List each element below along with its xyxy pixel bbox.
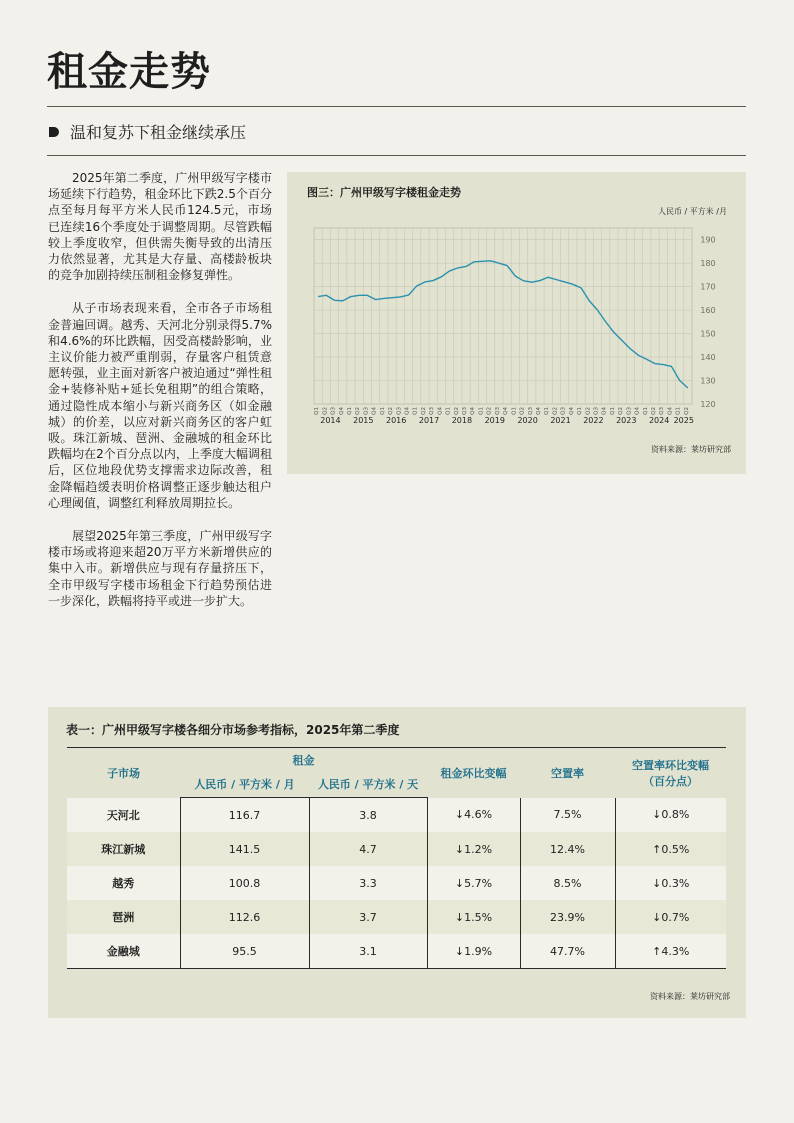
x-tick-label: Q2 xyxy=(552,407,559,415)
subheading-divider xyxy=(47,155,746,156)
y-tick-label: 130 xyxy=(700,376,716,386)
table-cell-name: 金融城 xyxy=(67,934,180,969)
table-cell-rent-day: 4.7 xyxy=(309,832,427,866)
table-cell-vacancy-change: ↓0.8% xyxy=(615,798,726,833)
table-row xyxy=(67,866,726,900)
header-rent: 租金 xyxy=(180,748,427,772)
header-vacancy-change xyxy=(615,748,726,798)
bullet-icon xyxy=(48,126,60,138)
subheading-text: 温和复苏下租金继续承压 xyxy=(70,123,247,142)
x-tick-label: Q2 xyxy=(355,407,362,415)
y-tick-label: 190 xyxy=(700,235,716,245)
table-cell-rent-qoq: ↓1.2% xyxy=(427,832,520,866)
header-rent-qoq: 租金环比变幅 xyxy=(427,748,520,798)
x-tick-label: Q4 xyxy=(568,407,575,415)
x-tick-label: Q1 xyxy=(445,407,452,415)
table-cell-rent-qoq: ↓4.6% xyxy=(427,798,520,833)
y-tick-label: 170 xyxy=(700,282,716,292)
x-tick-label: Q1 xyxy=(642,407,649,415)
y-tick-label: 160 xyxy=(700,306,716,316)
table-cell-rent-qoq: ↓1.5% xyxy=(427,900,520,934)
x-tick-label: Q1 xyxy=(346,407,353,415)
table-cell-name: 琶洲 xyxy=(67,900,180,934)
x-tick-label: Q4 xyxy=(371,407,378,415)
x-tick-label: Q2 xyxy=(585,407,592,415)
table-cell-rent-month: 100.8 xyxy=(180,866,309,900)
x-tick-label: Q3 xyxy=(527,407,534,415)
x-year-label: 2016 xyxy=(385,416,407,425)
header-rent-month: 人民币 / 平方米 / 月 xyxy=(180,772,309,798)
x-tick-label: Q4 xyxy=(535,407,542,415)
table-cell-name: 越秀 xyxy=(67,866,180,900)
chart-source: 资料来源：莱坊研究部 xyxy=(651,445,731,454)
x-tick-label: Q3 xyxy=(494,407,501,415)
x-tick-label: Q2 xyxy=(420,407,427,415)
table-cell-rent-day: 3.3 xyxy=(309,866,427,900)
x-year-label: 2017 xyxy=(418,416,440,425)
x-tick-label: Q3 xyxy=(626,407,633,415)
x-tick-label: Q4 xyxy=(634,407,641,415)
table-cell-name: 天河北 xyxy=(67,798,180,833)
x-tick-label: Q2 xyxy=(618,407,625,415)
x-tick-label: Q1 xyxy=(314,407,321,415)
x-tick-label: Q1 xyxy=(412,407,419,415)
table-cell-rent-day: 3.1 xyxy=(309,934,427,969)
x-year-label: 2015 xyxy=(353,416,374,425)
x-year-label: 2019 xyxy=(484,416,505,425)
x-tick-label: Q2 xyxy=(519,407,526,415)
x-tick-label: Q4 xyxy=(503,407,510,415)
x-year-label: 2021 xyxy=(550,416,571,425)
x-tick-label: Q2 xyxy=(683,407,690,415)
header-rent-day: 人民币 / 平方米 / 天 xyxy=(309,772,427,798)
x-tick-label: Q3 xyxy=(659,407,666,415)
x-year-label: 2022 xyxy=(583,416,604,425)
table-row xyxy=(67,934,726,969)
table-cell-vacancy-change: ↓0.3% xyxy=(615,866,726,900)
x-tick-label: Q3 xyxy=(593,407,600,415)
x-tick-label: Q2 xyxy=(453,407,460,415)
x-tick-label: Q4 xyxy=(667,407,674,415)
x-tick-label: Q3 xyxy=(363,407,370,415)
x-tick-label: Q3 xyxy=(396,407,403,415)
table-cell-rent-day: 3.7 xyxy=(309,900,427,934)
table-cell-vacancy: 7.5% xyxy=(520,798,615,833)
title-divider xyxy=(47,106,746,107)
x-year-label: 2023 xyxy=(616,416,637,425)
y-tick-label: 140 xyxy=(700,353,716,363)
y-tick-label: 120 xyxy=(700,400,716,409)
x-tick-label: Q2 xyxy=(486,407,493,415)
table-cell-rent-qoq: ↓1.9% xyxy=(427,934,520,969)
x-year-label: 2018 xyxy=(451,416,473,425)
table-cell-rent-qoq: ↓5.7% xyxy=(427,866,520,900)
x-year-label: 2014 xyxy=(320,416,341,425)
x-tick-label: Q4 xyxy=(470,407,477,415)
body-text xyxy=(48,170,272,626)
table-cell-vacancy: 47.7% xyxy=(520,934,615,969)
rent-chart-panel xyxy=(287,172,746,474)
paragraph: 2025年第二季度，广州甲级写字楼市场延续下行趋势，租金环比下跌2.5个百分点至每月每平方米人民币124.5元，市场已连续16个季度处于调整周期。尽管跌幅较上季度收窄，但供需失衡导致的出清压力依然显著，尤其是大存量、高楼龄板块的竞争加剧持续压制租金修复弹性。 xyxy=(48,171,272,283)
x-tick-label: Q1 xyxy=(544,407,551,415)
x-tick-label: Q3 xyxy=(330,407,337,415)
x-tick-label: Q4 xyxy=(437,407,444,415)
table-cell-rent-month: 116.7 xyxy=(180,798,309,833)
x-tick-label: Q4 xyxy=(404,407,411,415)
table-cell-vacancy: 8.5% xyxy=(520,866,615,900)
table-cell-rent-month: 112.6 xyxy=(180,900,309,934)
x-tick-label: Q3 xyxy=(560,407,567,415)
table-cell-vacancy: 23.9% xyxy=(520,900,615,934)
x-tick-label: Q2 xyxy=(322,407,329,415)
x-tick-label: Q3 xyxy=(429,407,436,415)
table-cell-vacancy-change: ↑4.3% xyxy=(615,934,726,969)
paragraph: 从子市场表现来看，全市各子市场租金普遍回调。越秀、天河北分别录得5.7%和4.6%的环比跌幅，因受高楼龄影响，业主议价能力被严重削弱，存量客户租赁意愿转强，业主面对新客户被迫通过“弹性租金+装修补贴+延长免租期”的组合策略，通过隐性成本缩小与新兴商务区（如金融城）的价差，以应对新兴商务区的客户虹吸。珠江新城、琶洲、金融城的租金环比跌幅均在2个百分点以内，上季度大幅调租后，区位地段优势支撑需求边际改善，租金降幅趋缓表明价格调整正逐步触达租户心理阈值，调整红利释放周期拉长。 xyxy=(48,301,272,510)
paragraph: 展望2025年第三季度，广州甲级写字楼市场或将迎来超20万平方米新增供应的集中入市。新增供应与现有存量挤压下，全市甲级写字楼市场租金下行趋势预估进一步深化，跌幅将持平或进一步扩大。 xyxy=(48,529,272,608)
header-vacancy: 空置率 xyxy=(520,748,615,798)
submarket-metrics-table xyxy=(67,747,726,969)
table-cell-vacancy-change: ↑0.5% xyxy=(615,832,726,866)
table-cell-rent-month: 141.5 xyxy=(180,832,309,866)
chart-title: 图三：广州甲级写字楼租金走势 xyxy=(307,186,461,199)
table-cell-vacancy-change: ↓0.7% xyxy=(615,900,726,934)
chart-unit: 人民币 / 平方米 /月 xyxy=(657,207,727,216)
x-tick-label: Q1 xyxy=(511,407,518,415)
x-year-label: 2024 xyxy=(648,416,670,425)
table-row xyxy=(67,798,726,833)
x-tick-label: Q1 xyxy=(609,407,616,415)
table-source: 资料来源：莱坊研究部 xyxy=(650,992,730,1001)
x-tick-label: Q4 xyxy=(601,407,608,415)
x-year-label: 2025 xyxy=(673,416,694,425)
table-cell-rent-day: 3.8 xyxy=(309,798,427,833)
header-vacancy-change-label: 空置率环比变幅 xyxy=(632,758,709,772)
x-tick-label: Q1 xyxy=(478,407,485,415)
x-tick-label: Q2 xyxy=(651,407,658,415)
header-submarket: 子市场 xyxy=(67,748,180,798)
table-row xyxy=(67,900,726,934)
table-row xyxy=(67,832,726,866)
submarket-table-panel xyxy=(48,707,746,1018)
table-cell-rent-month: 95.5 xyxy=(180,934,309,969)
table-title: 表一：广州甲级写字楼各细分市场参考指标，2025年第二季度 xyxy=(66,723,400,737)
x-tick-label: Q4 xyxy=(338,407,345,415)
x-tick-label: Q1 xyxy=(577,407,584,415)
x-tick-label: Q1 xyxy=(675,407,682,415)
x-tick-label: Q3 xyxy=(462,407,469,415)
header-vacancy-change-unit: （百分点） xyxy=(643,774,698,788)
page-title: 租金走势 xyxy=(47,49,211,95)
x-tick-label: Q2 xyxy=(388,407,395,415)
y-tick-label: 150 xyxy=(700,329,716,339)
table-cell-vacancy: 12.4% xyxy=(520,832,615,866)
x-tick-label: Q1 xyxy=(379,407,386,415)
rent-trend-chart xyxy=(287,172,746,474)
y-tick-label: 180 xyxy=(700,259,716,269)
x-year-label: 2020 xyxy=(517,416,538,425)
subheading xyxy=(48,120,246,143)
table-cell-name: 珠江新城 xyxy=(67,832,180,866)
